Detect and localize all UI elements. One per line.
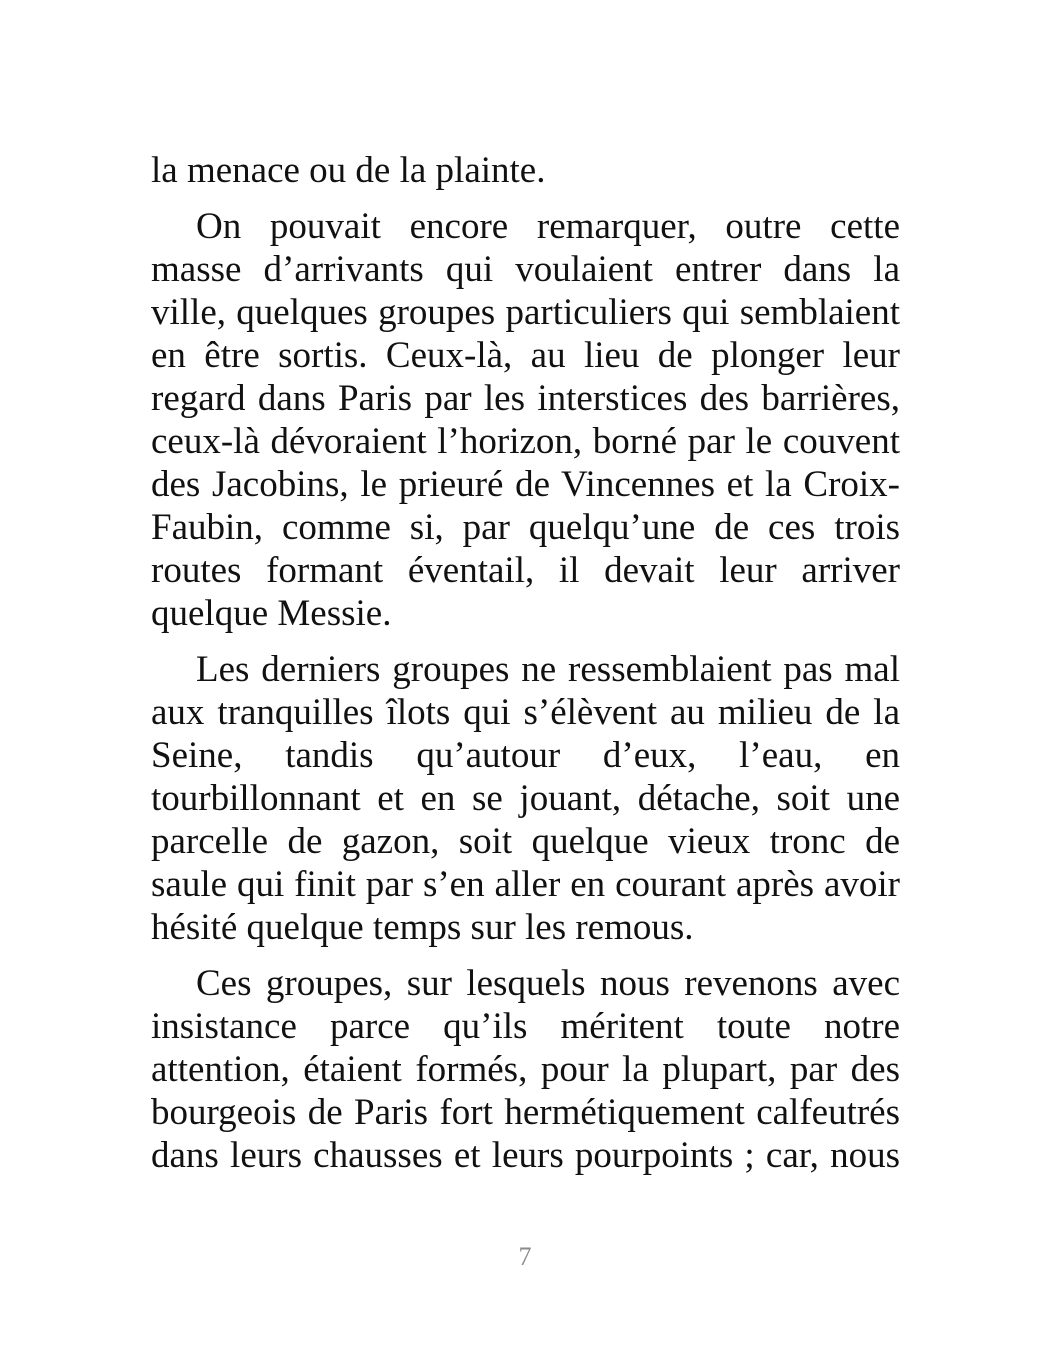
paragraph-continuation: la menace ou de la plainte.	[151, 150, 546, 191]
paragraph: On pouvait encore remarquer, outre cette masse d’arrivants qui voulaient entrer dans la ville, quelques groupes particuliers qui semblaient en être sortis. Ceux-là, au lieu de plonger leur regard dans Paris par les interstices des barrières, ceux-là dévoraient l’horizon, borné par le couvent des Jacobins, le prieuré de Vincennes et la Croix-Faubin, comme si, par quelqu’une de ces trois routes formant éventail, il devait leur arriver quelque Messie.	[151, 206, 900, 634]
paragraph: Ces groupes, sur lesquels nous revenons avec insistance parce qu’ils méritent toute notre attention, étaient formés, pour la plupart, par des bourgeois de Paris fort hermétiquement calfeutrés dans leurs chausses et leurs pourpoints ; car, nous	[151, 963, 900, 1176]
page-number: 7	[518, 1242, 532, 1271]
body-text	[151, 149, 900, 1177]
paragraph: Les derniers groupes ne ressemblaient pas mal aux tranquilles îlots qui s’élèvent au milieu de la Seine, tandis qu’autour d’eux, l’eau, en tourbillonnant et en se jouant, détache, soit une parcelle de gazon, soit quelque vieux tronc de saule qui finit par s’en aller en courant après avoir hésité quelque temps sur les remous.	[151, 649, 900, 948]
